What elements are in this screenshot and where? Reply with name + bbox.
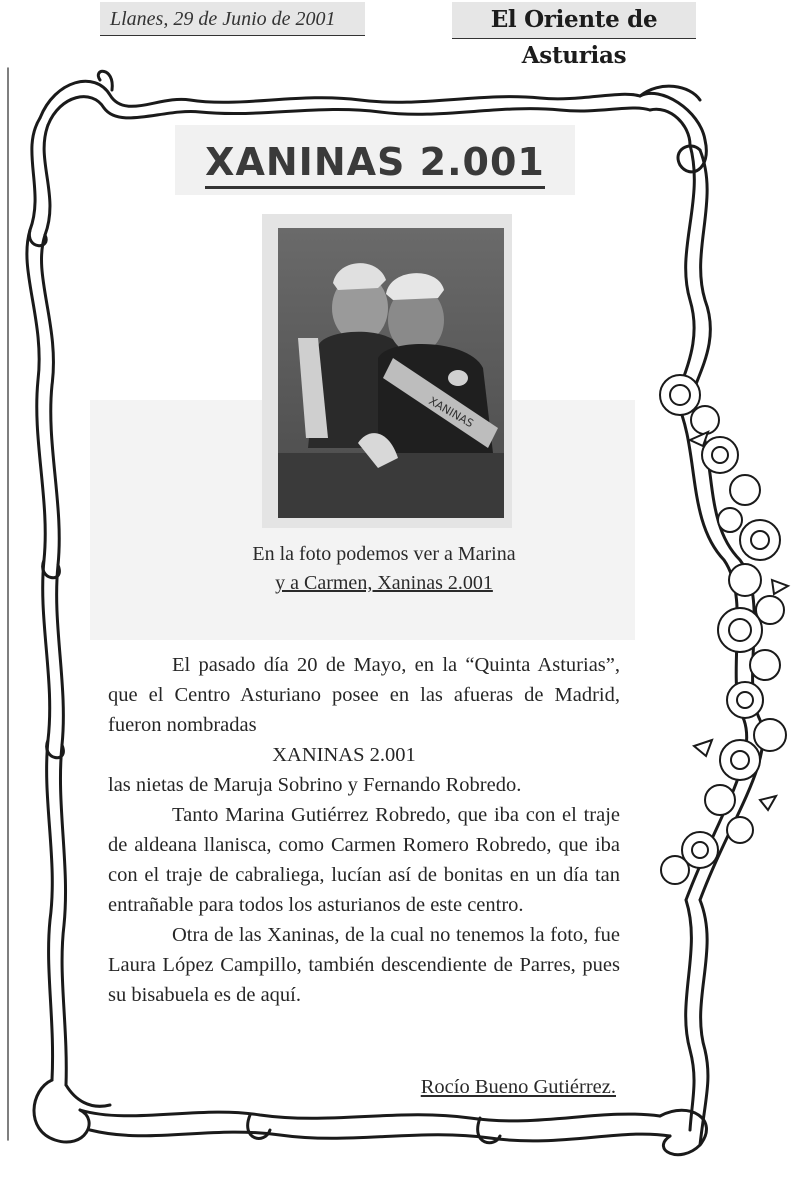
paragraph-4: Tanto Marina Gutiérrez Robredo, que iba con el traje de aldeana llanisca, como Carmen Romero Robredo, que iba con el traje de cabraliega, lucían así de bonitas en un día tan entrañable para todos los asturianos de este centro.	[108, 804, 620, 916]
author-signature: Rocío Bueno Gutiérrez.	[420, 1076, 616, 1098]
article-photo	[278, 228, 504, 518]
photo-illustration	[278, 228, 504, 518]
caption-line-2: y a Carmen, Xaninas 2.001	[275, 572, 493, 594]
caption-line-1: En la foto podemos ver a Marina	[252, 543, 516, 565]
paragraph-1: El pasado día 20 de Mayo, en la “Quinta Asturias”, que el Centro Asturiano posee en las afueras de Madrid, fueron nombradas	[108, 654, 620, 736]
newspaper-name: El Oriente de Asturias	[452, 2, 696, 39]
paragraph-5: Otra de las Xaninas, de la cual no tenemos la foto, fue Laura López Campillo, también descendiente de Parres, pues su bisabuela es de aquí.	[108, 924, 620, 1006]
publication-date: Llanes, 29 de Junio de 2001	[100, 2, 365, 36]
paragraph-2: XANINAS 2.001	[272, 744, 416, 766]
paragraph-3: las nietas de Maruja Sobrino y Fernando Robredo.	[108, 774, 522, 796]
photo-caption	[200, 540, 568, 598]
article-title-text: XANINAS 2.001	[205, 140, 545, 189]
sash-label: XANINAS	[426, 394, 476, 431]
article-body	[108, 650, 620, 1010]
article-title	[175, 140, 575, 184]
